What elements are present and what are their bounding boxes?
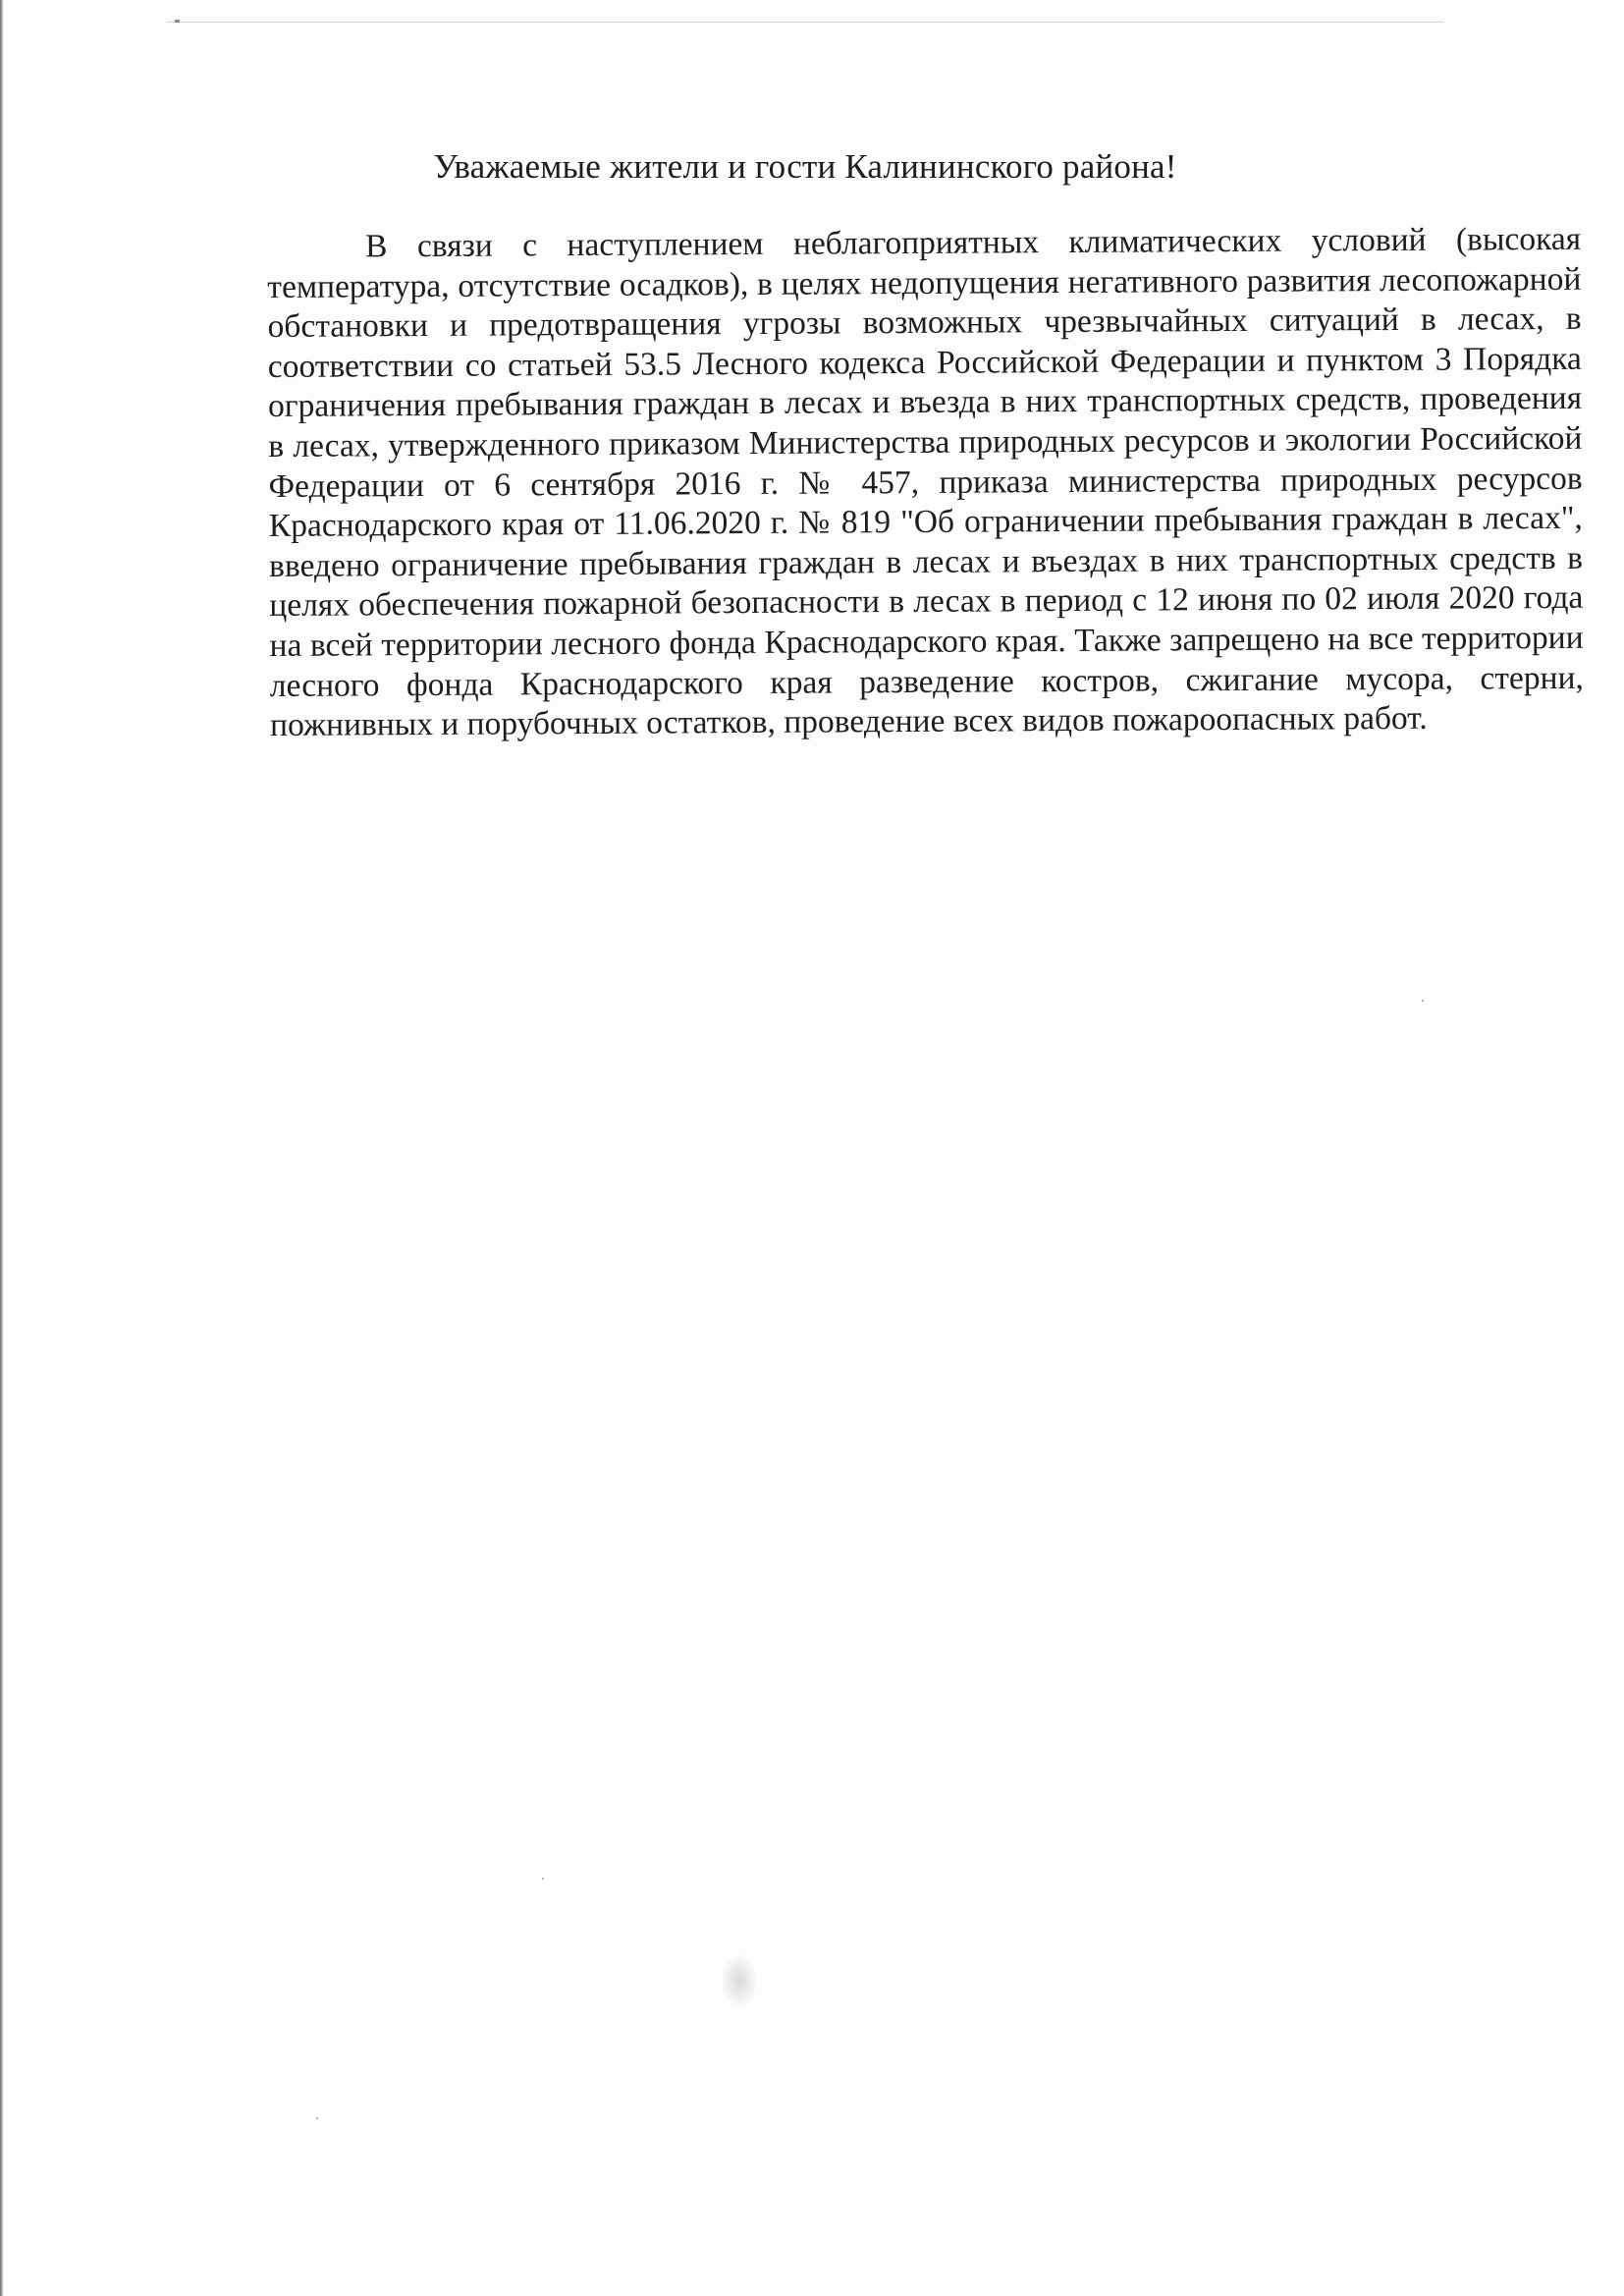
scan-speck [1422,1000,1424,1002]
scan-mark [175,20,180,23]
document-body-paragraph: В связи с наступлением неблагоприятных климатических условий (высокая температура, отсутствие осадков), в целях недопущения негативного развития лесопожарной обстановки и предотвращения угрозы возможных чрезвычайных ситуаций в лесах, в соответствии со статьей 53.5 Лесного кодекса Российской Федерации и пунктом 3 Порядка ограничения пребывания граждан в лесах и въезда в них транспортных средств, проведения в лесах, утвержденного приказом Министерства природных ресурсов и экологии Российской Федерации от 6 сентября 2016 г. № 457, приказа министерства природных ресурсов Краснодарского края от 11.06.2020 г. № 819 "Об ограничении пребывания граждан в лесах", введено ограничение пребывания граждан в лесах и въездах в них транспортных средств в целях обеспечения пожарной безопасности в лесах в период с 12 июня по 02 июля 2020 года на всей территории лесного фонда Краснодарского края. Также запрещено на все территории лесного фонда Краснодарского края разведение костров, сжигание мусора, стерни, пожнивных и порубочных остатков, проведение всех видов пожароопасных работ. [267,220,1584,744]
scan-edge-left [0,0,3,2296]
scan-speck [542,1878,544,1880]
scan-edge-top [167,22,1443,23]
scan-smudge [722,1954,757,2007]
scan-speck [316,2117,318,2119]
document-heading: Уважаемые жители и гости Калининского района! [433,147,1177,186]
